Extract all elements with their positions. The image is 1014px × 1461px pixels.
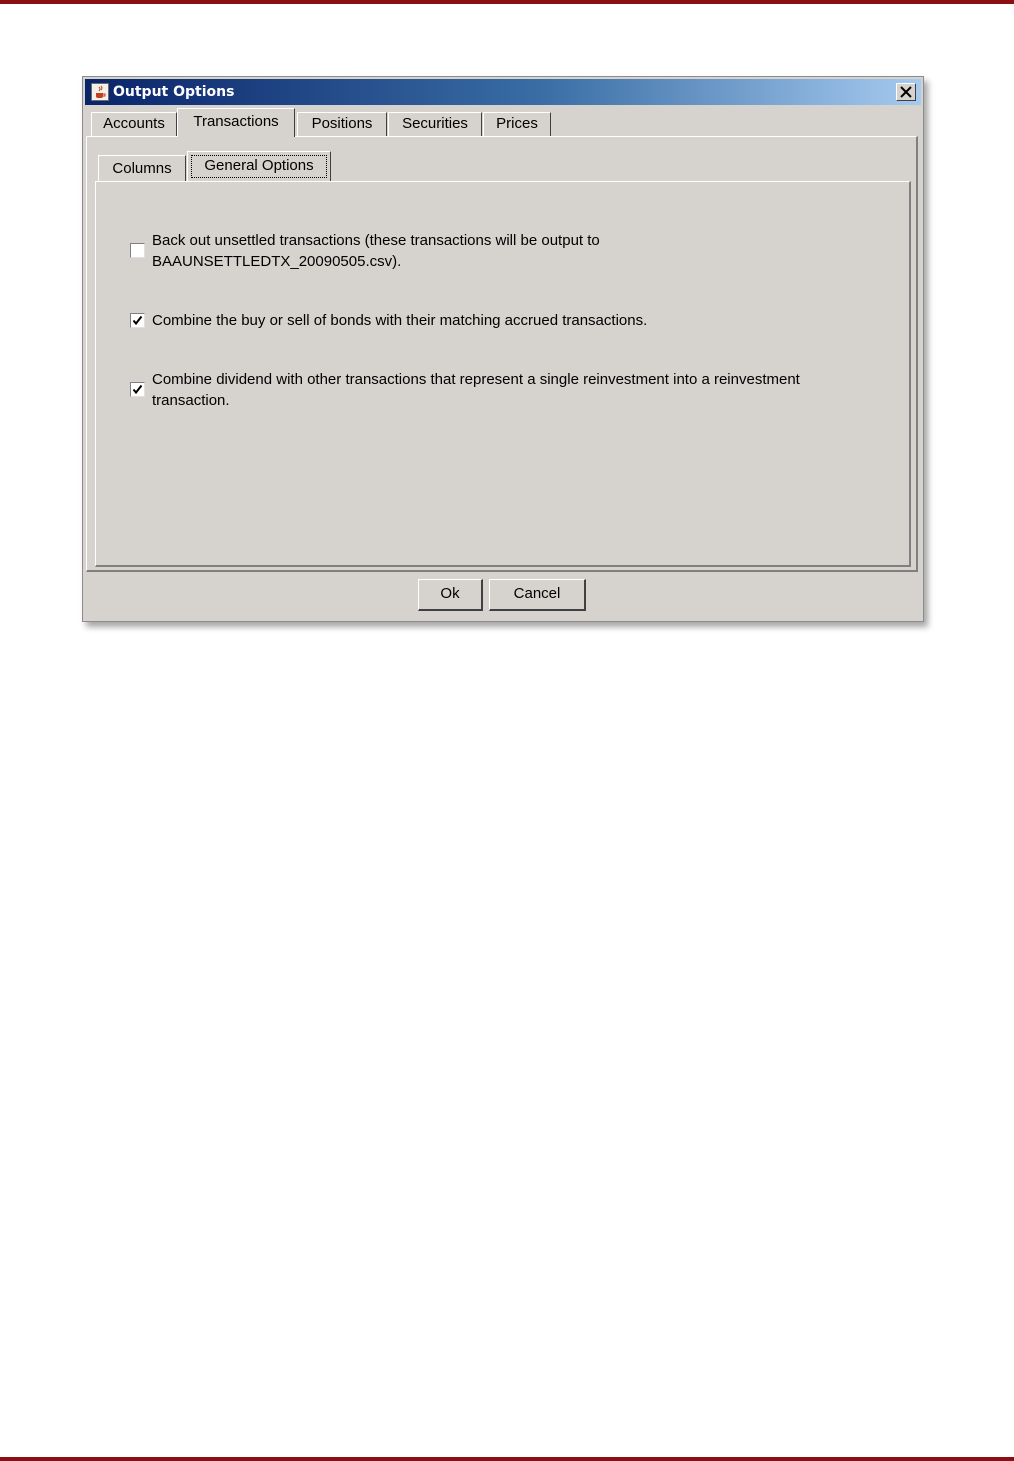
checkmark-icon [132,384,143,395]
option-combine-dividend [130,369,870,413]
tab-accounts[interactable] [91,112,177,136]
close-icon [900,86,912,98]
tab-securities-label: Securities [402,115,468,132]
ok-button-label: Ok [440,585,460,602]
tab-positions-label: Positions [311,115,373,132]
page-header-rule [0,0,1014,4]
combine-dividend-checkbox[interactable] [130,382,145,397]
option-back-out-unsettled [130,230,870,274]
page-footer-rule [0,1457,1014,1461]
option-label-line1: Combine dividend with other transactions that represent a single reinvestment into a reinvestment [152,371,800,388]
tab-columns[interactable] [98,155,186,181]
dialog-titlebar[interactable] [85,79,921,105]
checkmark-icon [132,315,143,326]
option-label-line2: transaction. [152,392,230,409]
option-label-line1: Back out unsettled transactions (these transactions will be output to [152,232,600,249]
option-label-line1: Combine the buy or sell of bonds with their matching accrued transactions. [152,312,648,329]
cancel-button[interactable] [489,579,586,611]
ok-button[interactable] [418,579,483,611]
tab-general-options-label: General Options [191,155,327,178]
option-label-line2: BAAUNSETTLEDTX_20090505.csv). [152,253,402,270]
option-combine-bonds [130,310,870,332]
tab-accounts-label: Accounts [103,115,165,132]
cancel-button-label: Cancel [513,585,561,602]
tab-general-options[interactable] [187,151,331,181]
dialog-title: Output Options [113,84,235,100]
tab-securities[interactable] [388,112,482,136]
tab-transactions[interactable] [177,108,295,137]
back-out-unsettled-checkbox[interactable] [130,243,145,258]
output-options-dialog [82,76,924,622]
tab-prices[interactable] [483,112,551,136]
tab-prices-label: Prices [496,115,538,132]
tab-positions[interactable] [297,112,387,136]
java-cup-icon [91,83,109,101]
outer-tab-strip [89,108,909,136]
tab-transactions-label: Transactions [193,113,279,130]
combine-bonds-checkbox[interactable] [130,313,145,328]
close-button[interactable] [896,83,916,101]
tab-columns-label: Columns [112,160,172,177]
